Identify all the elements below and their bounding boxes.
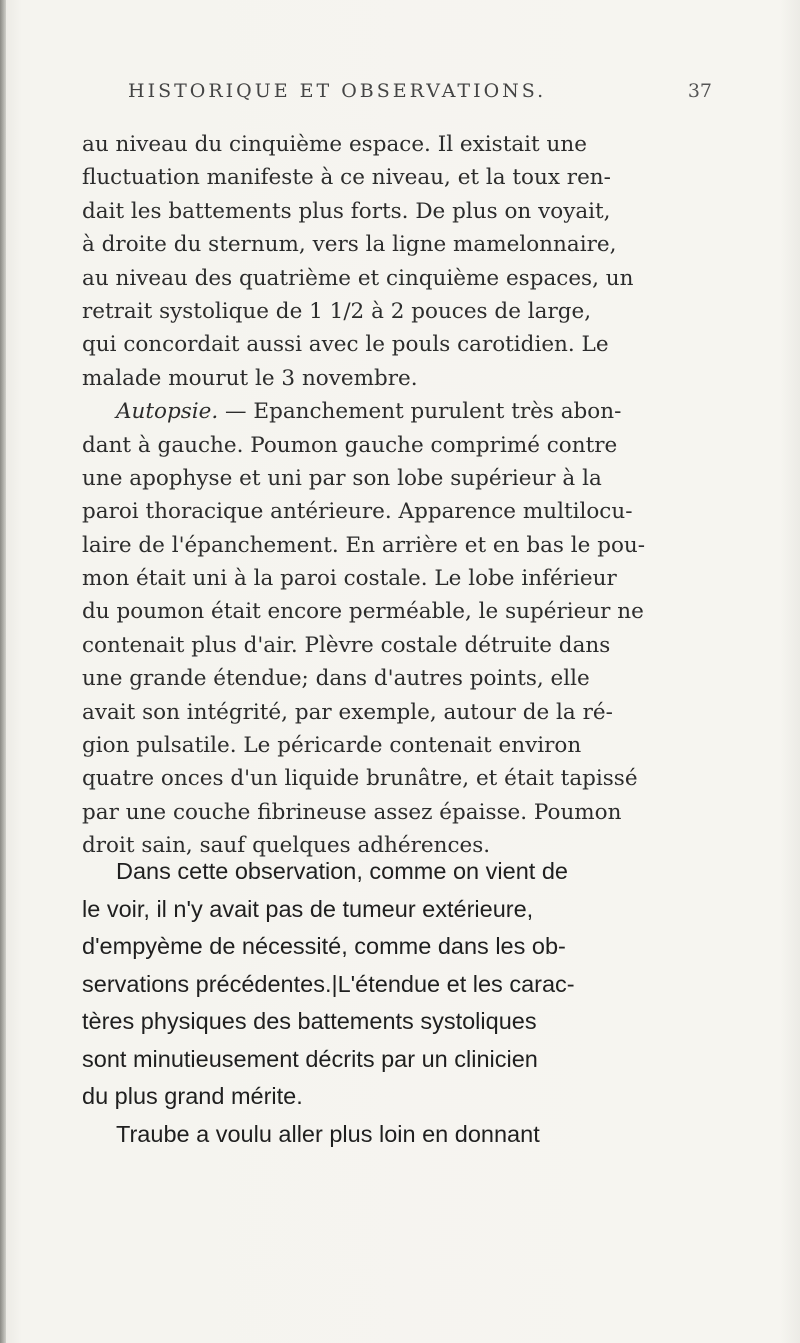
paragraph-commentary	[82, 853, 712, 1153]
autopsy-heading-line	[82, 395, 712, 428]
text-line: servations précédentes.|L'étendue et les carac-	[82, 970, 575, 997]
autopsy-lead-text: — Epanchement purulent très abon-	[218, 399, 622, 425]
running-header	[128, 80, 712, 110]
text-line: tères physiques des battements systoliques	[82, 1008, 537, 1034]
text-line: retrait systolique de 1 1/2 à 2 pouces de large,	[82, 298, 592, 324]
text-line: le voir, il n'y avait pas de tumeur extérieure,	[82, 895, 534, 922]
text-line: laire de l'épanchement. En arrière et en bas le pou-	[82, 532, 646, 558]
text-line: contenait plus d'air. Plèvre costale détruite dans	[82, 632, 611, 658]
text-line: une apophyse et uni par son lobe supérieur à la	[82, 465, 602, 491]
page-spine-shadow	[0, 0, 6, 1343]
text-line: au niveau des quatrième et cinquième espaces, un	[82, 265, 634, 291]
running-title: HISTORIQUE ET OBSERVATIONS.	[128, 80, 547, 102]
text-line: Traube a voulu aller plus loin en donnant	[116, 1120, 540, 1147]
text-line: une grande étendue; dans d'autres points, elle	[82, 666, 590, 692]
text-line: malade mourut le 3 novembre.	[82, 365, 418, 391]
page-number: 37	[687, 80, 712, 102]
text-line: dait les battements plus forts. De plus on voyait,	[82, 198, 611, 224]
paragraph-observation-end	[82, 128, 712, 863]
text-line: qui concordait aussi avec le pouls carotidien. Le	[82, 332, 609, 358]
text-line: avait son intégrité, par exemple, autour de la ré-	[82, 699, 613, 725]
text-line: à droite du sternum, vers la ligne mamelonnaire,	[82, 232, 617, 258]
autopsy-label: Autopsie.	[116, 399, 219, 425]
text-line: dant à gauche. Poumon gauche comprimé contre	[82, 432, 618, 458]
text-line: d'empyème de nécessité, comme dans les ob-	[82, 933, 566, 959]
text-line: quatre onces d'un liquide brunâtre, et était tapissé	[82, 766, 638, 792]
text-line: par une couche fibrineuse assez épaisse. Poumon	[82, 799, 622, 825]
text-line: du plus grand mérite.	[82, 1083, 303, 1109]
text-line: au niveau du cinquième espace. Il existait une	[82, 132, 587, 157]
text-line: paroi thoracique antérieure. Apparence multilocu-	[82, 499, 633, 525]
text-line: fluctuation manifeste à ce niveau, et la toux ren-	[82, 165, 611, 191]
text-line: sont minutieusement décrits par un clinicien	[82, 1045, 538, 1072]
text-line: mon était uni à la paroi costale. Le lobe inférieur	[82, 566, 617, 592]
text-line: du poumon était encore perméable, le supérieur ne	[82, 599, 644, 625]
text-line: Dans cette observation, comme on vient de	[116, 858, 568, 884]
text-line: droit sain, sauf quelques adhérences.	[82, 833, 491, 859]
text-line: gion pulsatile. Le péricarde contenait environ	[82, 733, 582, 759]
